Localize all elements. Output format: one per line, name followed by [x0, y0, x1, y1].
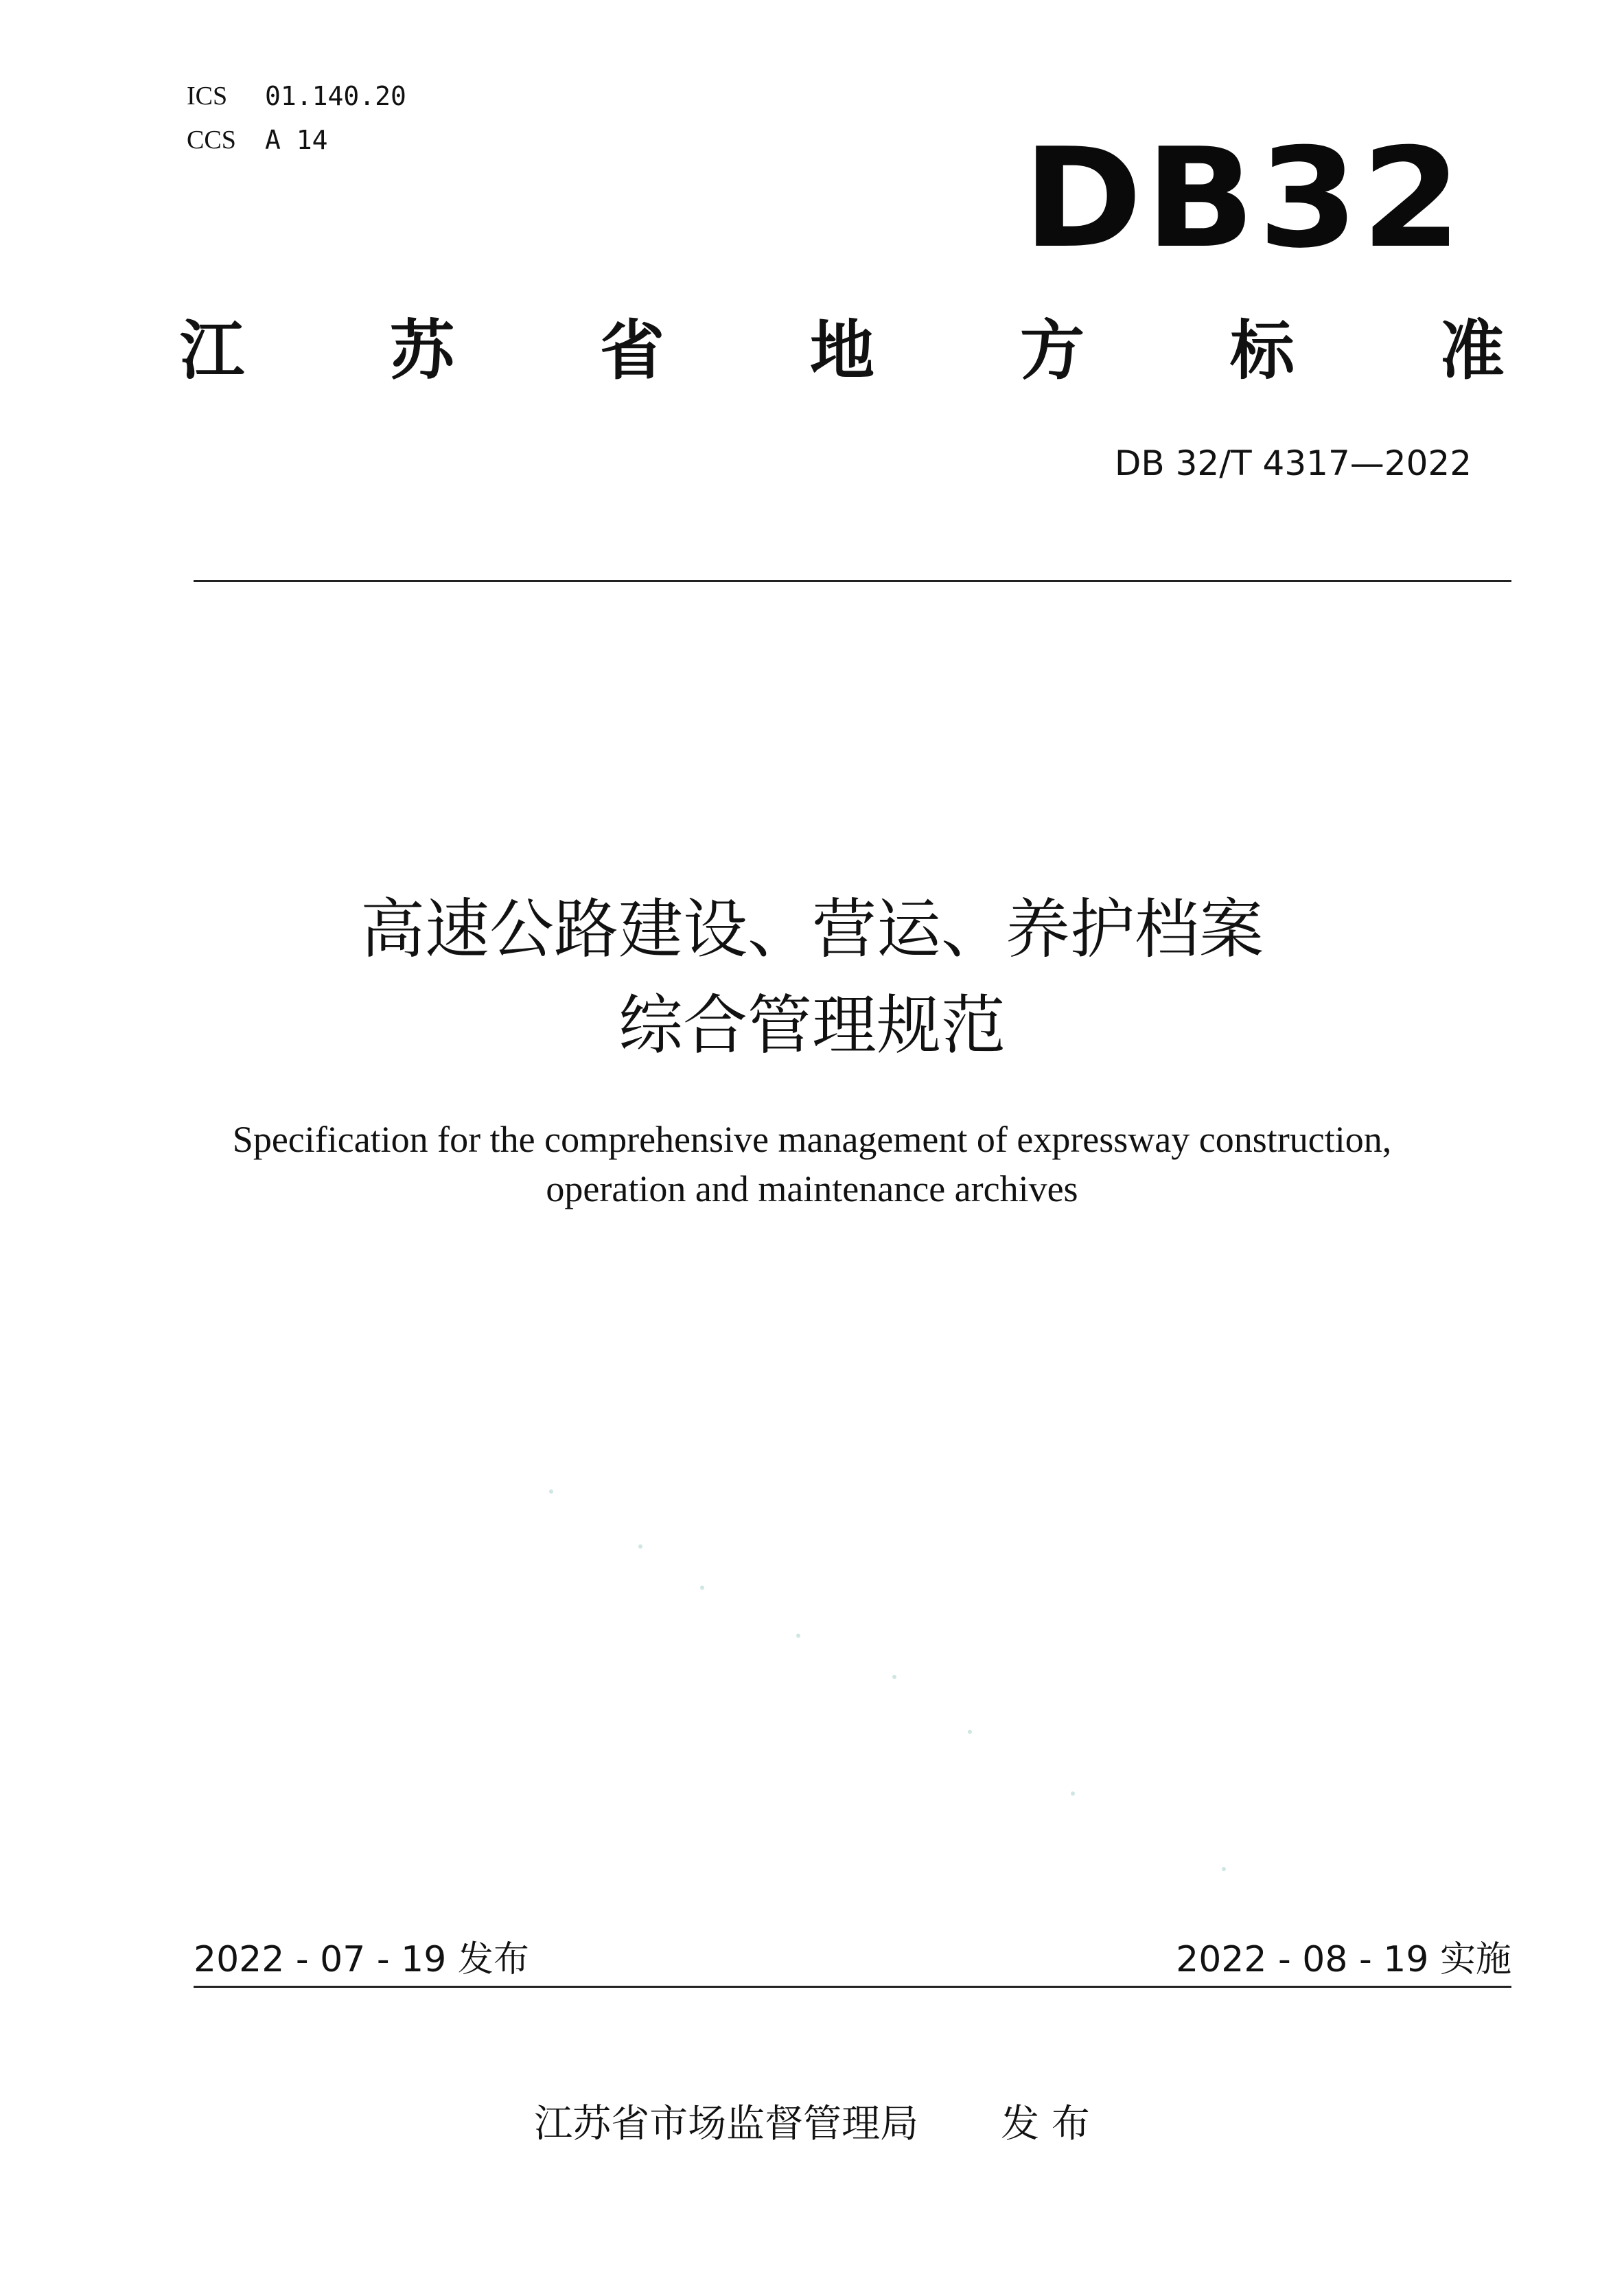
ics-code: 01.140.20 — [265, 81, 406, 111]
title-english-line1: Specification for the comprehensive management of expressway construction, — [232, 1119, 1392, 1160]
ccs-row — [187, 118, 406, 162]
ccs-code: A 14 — [265, 125, 328, 155]
issuer-block — [0, 2097, 1624, 2152]
issuer-action: 发 布 — [1001, 2102, 1090, 2146]
ics-label: ICS — [187, 82, 228, 111]
standard-type-char: 省 — [599, 314, 664, 389]
header-divider — [194, 580, 1511, 582]
issue-date: 2022 - 07 - 19 发布 — [194, 1939, 529, 1980]
title-chinese-line1: 高速公路建设、营运、养护档案 — [360, 892, 1264, 967]
title-english-line2: operation and maintenance archives — [546, 1168, 1078, 1209]
standard-type-char: 标 — [1229, 314, 1295, 389]
ccs-label: CCS — [187, 126, 236, 154]
standard-mark-logo: DB32 — [1023, 119, 1465, 279]
standard-type-char: 方 — [1019, 314, 1084, 389]
standard-type-char: 地 — [809, 314, 874, 389]
classification-codes — [187, 74, 406, 162]
footer-divider — [194, 1986, 1511, 1988]
standard-type-char: 苏 — [389, 314, 454, 389]
standard-type-char: 准 — [1439, 314, 1505, 389]
title-english — [0, 1115, 1624, 1214]
implementation-date: 2022 - 08 - 19 实施 — [1176, 1939, 1511, 1980]
issuer-name: 江苏省市场监督管理局 — [534, 2102, 919, 2146]
standard-type-char: 江 — [180, 314, 245, 389]
standard-type-heading — [180, 310, 1505, 393]
ics-row — [187, 74, 406, 118]
title-chinese — [0, 882, 1624, 1074]
title-chinese-line2: 综合管理规范 — [618, 988, 1006, 1063]
standard-number: DB 32/T 4317—2022 — [1114, 443, 1472, 483]
